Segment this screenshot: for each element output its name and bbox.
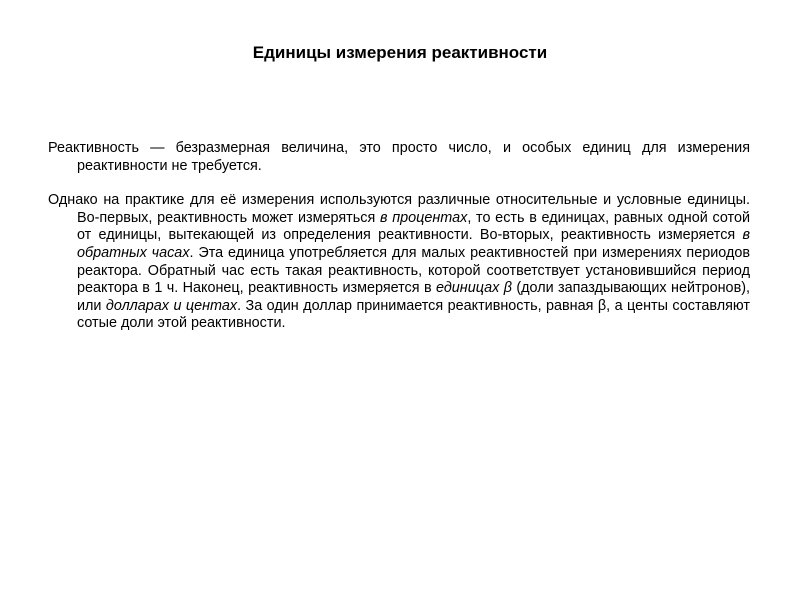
paragraph-definition: Реактивность — безразмерная величина, это просто число, и особых единиц для измерения реактивности не требуется. bbox=[48, 140, 750, 174]
term-inverse-hours: в обратных часах bbox=[77, 227, 750, 261]
paragraph-units-text-5: . За один доллар принимается реактивность, равная β, а центы составляют сотые доли этой реактивности. bbox=[77, 297, 750, 332]
term-percent: в процентах bbox=[379, 209, 468, 226]
slide-body bbox=[48, 140, 750, 333]
paragraph-units-text-1: Однако на практике для её измерения используются различные относительные и условные единицы. Во-первых, реактивность может измеряться bbox=[48, 192, 750, 226]
term-beta-units: единицах β bbox=[435, 280, 512, 297]
term-dollars-cents: долларах и центах bbox=[105, 297, 238, 314]
slide-title: Единицы измерения реактивности bbox=[252, 43, 548, 62]
paragraph-units bbox=[48, 192, 750, 333]
paragraph-units-text-3: . Эта единица употребляется для малых реактивностей при измерениях периодов реактора. Обратный час есть такая реактивность, которой соответствует установившийся период реактора в 1 ч. Наконец, реактивность измеряется в bbox=[77, 244, 750, 297]
paragraph-units-text-4: (доли запаздывающих нейтронов), или bbox=[77, 280, 750, 314]
paragraph-units-text-2: , то есть в единицах, равных одной сотой от единицы, вытекающей из определения реактивности. Во-вторых, реактивность измеряется bbox=[77, 209, 750, 244]
